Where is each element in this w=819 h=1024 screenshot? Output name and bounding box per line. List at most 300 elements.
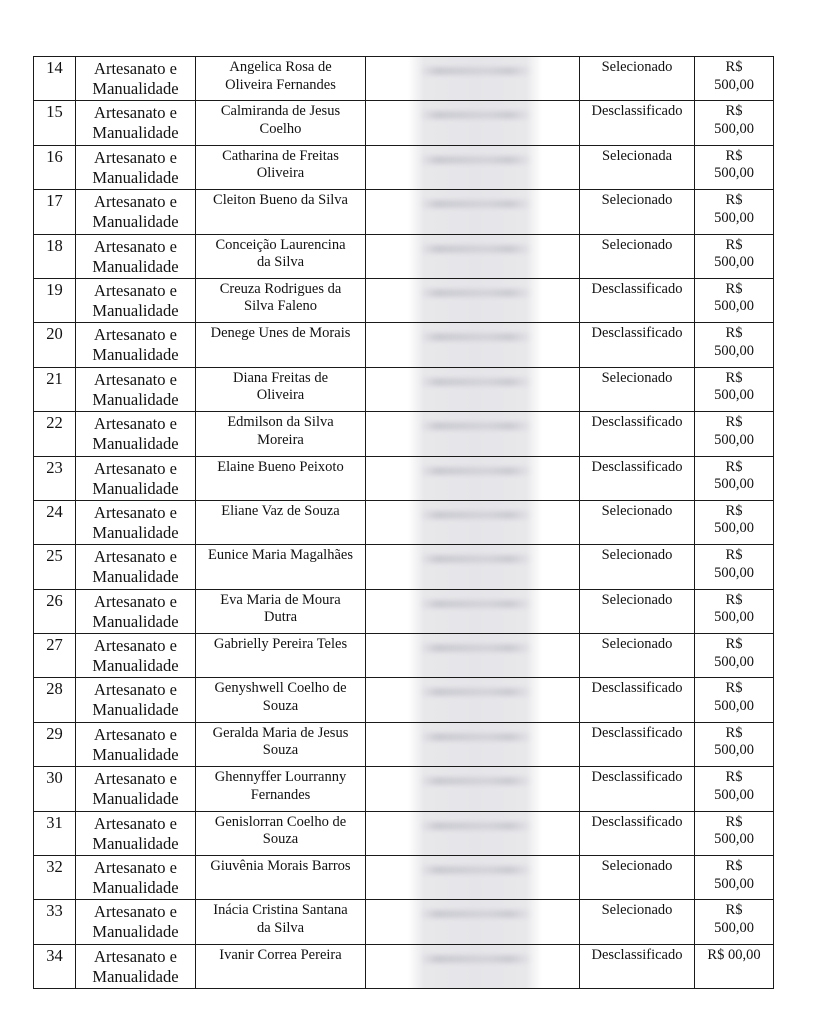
redacted-id-cell (366, 767, 580, 811)
category-line: Artesanato e (94, 724, 177, 744)
applicant-name-line: Angelica Rosa de (229, 59, 332, 75)
status-cell: Selecionado (580, 500, 695, 544)
redacted-id-cell (366, 722, 580, 766)
category-cell (76, 767, 196, 811)
blurred-text (420, 200, 532, 208)
table-row (34, 722, 774, 766)
category-cell (76, 101, 196, 145)
blurred-text (420, 777, 532, 785)
value-cell (695, 767, 774, 811)
value-line: 500,00 (714, 254, 754, 271)
applicant-name-line: Coelho (259, 120, 302, 137)
applicant-name-line: Souza (262, 831, 299, 848)
redaction-blur (408, 57, 542, 100)
value-line: R$ (725, 369, 743, 386)
category-line: Manualidade (92, 656, 179, 676)
applicant-name-cell (196, 811, 366, 855)
row-number: 20 (34, 323, 76, 367)
row-number: 33 (34, 900, 76, 944)
row-number: 17 (34, 190, 76, 234)
status-cell: Selecionado (580, 856, 695, 900)
table-body (34, 57, 774, 989)
category-line: Manualidade (92, 966, 179, 986)
value-line: 500,00 (714, 831, 754, 848)
category-line: Manualidade (92, 345, 179, 365)
value-cell (695, 678, 774, 722)
row-number: 30 (34, 767, 76, 811)
status-cell: Desclassificado (580, 811, 695, 855)
category-line: Artesanato e (94, 147, 177, 167)
redaction-blur (408, 900, 542, 943)
redaction-blur (408, 412, 542, 455)
value-line: 500,00 (714, 476, 754, 493)
blurred-text (420, 955, 532, 963)
blurred-text (420, 289, 532, 297)
status-cell: Desclassificado (580, 722, 695, 766)
value-line: R$ (725, 280, 743, 297)
blurred-text (420, 644, 532, 652)
table-row (34, 278, 774, 322)
applicant-name-line: Gabrielly Pereira Teles (213, 636, 348, 653)
status-cell: Desclassificado (580, 456, 695, 500)
redacted-id-cell (366, 589, 580, 633)
value-cell (695, 944, 774, 988)
selection-results-table (33, 56, 774, 989)
table-row (34, 57, 774, 101)
category-cell (76, 145, 196, 189)
row-number: 15 (34, 101, 76, 145)
applicant-name-line: Oliveira (256, 387, 305, 404)
value-cell (695, 811, 774, 855)
row-number: 16 (34, 145, 76, 189)
redacted-id-cell (366, 323, 580, 367)
applicant-name-line: Inácia Cristina Santana (213, 902, 348, 919)
category-line: Artesanato e (94, 236, 177, 256)
value-line: 500,00 (714, 875, 754, 892)
row-number: 28 (34, 678, 76, 722)
redacted-id-cell (366, 278, 580, 322)
category-cell (76, 589, 196, 633)
value-line: R$ (725, 147, 743, 164)
blurred-text (420, 378, 532, 386)
row-number: 34 (34, 944, 76, 988)
value-line: R$ (725, 902, 743, 919)
category-line: Manualidade (92, 389, 179, 409)
value-line: R$ 00,00 (707, 946, 761, 963)
status-cell: Selecionado (580, 367, 695, 411)
table-row (34, 412, 774, 456)
category-cell (76, 278, 196, 322)
value-line: 500,00 (714, 298, 754, 315)
applicant-name-line: Souza (262, 742, 299, 759)
applicant-name-line: Genyshwell Coelho de (214, 680, 347, 697)
redaction-blur (408, 767, 542, 810)
redaction-blur (408, 723, 542, 766)
row-number: 31 (34, 811, 76, 855)
redaction-blur (408, 101, 542, 144)
value-line: R$ (725, 591, 743, 608)
value-line: R$ (725, 414, 743, 431)
redacted-id-cell (366, 634, 580, 678)
value-line: R$ (725, 325, 743, 342)
applicant-name-line: Denege Unes de Morais (210, 325, 351, 342)
applicant-name-line: Ivanir Correa Pereira (219, 946, 342, 963)
applicant-name-line: Geralda Maria de Jesus (212, 724, 349, 741)
category-line: Artesanato e (94, 636, 177, 656)
value-cell (695, 101, 774, 145)
value-line: 500,00 (714, 76, 754, 93)
value-line: R$ (725, 547, 743, 564)
table-row (34, 500, 774, 544)
redacted-id-cell (366, 367, 580, 411)
value-line: R$ (725, 724, 743, 741)
value-line: 500,00 (714, 165, 754, 182)
value-cell (695, 722, 774, 766)
applicant-name-cell (196, 101, 366, 145)
category-line: Manualidade (92, 567, 179, 587)
applicant-name-line: Eva Maria de Moura (220, 591, 341, 608)
value-cell (695, 412, 774, 456)
applicant-name-line: Creuza Rodrigues da (219, 280, 342, 297)
applicant-name-line: Dutra (263, 609, 297, 626)
category-line: Manualidade (92, 922, 179, 942)
value-line: 500,00 (714, 609, 754, 626)
category-line: Artesanato e (94, 369, 177, 389)
value-cell (695, 856, 774, 900)
applicant-name-line: Edmilson da Silva (227, 414, 334, 431)
table-row (34, 101, 774, 145)
row-number: 19 (34, 278, 76, 322)
row-number: 22 (34, 412, 76, 456)
value-line: R$ (725, 192, 743, 209)
redaction-blur (408, 945, 542, 988)
applicant-name-line: Fernandes (250, 786, 311, 803)
blurred-text (420, 511, 532, 519)
value-cell (695, 190, 774, 234)
status-cell: Desclassificado (580, 412, 695, 456)
applicant-name-cell (196, 856, 366, 900)
table-row (34, 767, 774, 811)
value-line: R$ (725, 59, 743, 75)
category-line: Artesanato e (94, 858, 177, 878)
category-cell (76, 412, 196, 456)
blurred-text (420, 422, 532, 430)
category-line: Manualidade (92, 434, 179, 454)
status-cell: Desclassificado (580, 323, 695, 367)
status-cell: Selecionado (580, 900, 695, 944)
redaction-blur (408, 678, 542, 721)
blurred-text (420, 111, 532, 119)
redaction-blur (408, 856, 542, 899)
category-line: Artesanato e (94, 680, 177, 700)
applicant-name-cell (196, 545, 366, 589)
redaction-blur (408, 368, 542, 411)
applicant-name-cell (196, 234, 366, 278)
redaction-blur (408, 634, 542, 677)
category-line: Artesanato e (94, 502, 177, 522)
value-cell (695, 634, 774, 678)
applicant-name-line: da Silva (256, 919, 305, 936)
category-line: Manualidade (92, 123, 179, 143)
applicant-name-cell (196, 500, 366, 544)
applicant-name-cell (196, 767, 366, 811)
category-line: Artesanato e (94, 591, 177, 611)
applicant-name-line: Silva Faleno (244, 298, 317, 315)
blurred-text (420, 688, 532, 696)
applicant-name-line: Genislorran Coelho de (214, 813, 347, 830)
table-row (34, 944, 774, 988)
category-cell (76, 811, 196, 855)
category-cell (76, 323, 196, 367)
applicant-name-line: Oliveira Fernandes (225, 76, 336, 93)
table-row (34, 589, 774, 633)
category-line: Manualidade (92, 167, 179, 187)
table-row (34, 367, 774, 411)
category-line: Manualidade (92, 522, 179, 542)
status-cell: Selecionado (580, 190, 695, 234)
category-line: Artesanato e (94, 769, 177, 789)
applicant-name-line: Moreira (257, 431, 304, 448)
row-number: 32 (34, 856, 76, 900)
value-cell (695, 323, 774, 367)
status-cell: Selecionado (580, 545, 695, 589)
blurred-text (420, 156, 532, 164)
row-number: 29 (34, 722, 76, 766)
row-number: 24 (34, 500, 76, 544)
applicant-name-cell (196, 900, 366, 944)
status-cell: Desclassificado (580, 101, 695, 145)
applicant-name-line: Souza (262, 697, 299, 714)
value-line: 500,00 (714, 387, 754, 404)
value-cell (695, 456, 774, 500)
value-line: 500,00 (714, 209, 754, 226)
redacted-id-cell (366, 57, 580, 101)
table-row (34, 323, 774, 367)
value-cell (695, 57, 774, 101)
status-cell: Selecionado (580, 634, 695, 678)
status-cell: Desclassificado (580, 278, 695, 322)
row-number: 14 (34, 57, 76, 101)
value-line: 500,00 (714, 919, 754, 936)
table-row (34, 145, 774, 189)
category-cell (76, 856, 196, 900)
redaction-blur (408, 279, 542, 322)
redacted-id-cell (366, 900, 580, 944)
category-cell (76, 367, 196, 411)
applicant-name-line: Elaine Bueno Peixoto (217, 458, 344, 475)
row-number: 23 (34, 456, 76, 500)
blurred-text (420, 467, 532, 475)
category-line: Manualidade (92, 833, 179, 853)
category-cell (76, 456, 196, 500)
applicant-name-line: da Silva (256, 254, 305, 271)
value-line: 500,00 (714, 431, 754, 448)
table-row (34, 456, 774, 500)
blurred-text (420, 600, 532, 608)
applicant-name-line: Eliane Vaz de Souza (221, 502, 340, 519)
applicant-name-line: Cleiton Bueno da Silva (213, 192, 348, 209)
category-cell (76, 900, 196, 944)
table-row (34, 811, 774, 855)
blurred-text (420, 67, 532, 75)
applicant-name-cell (196, 367, 366, 411)
applicant-name-cell (196, 323, 366, 367)
blurred-text (420, 245, 532, 253)
redacted-id-cell (366, 145, 580, 189)
category-cell (76, 500, 196, 544)
redaction-blur (408, 235, 542, 278)
redaction-blur (408, 590, 542, 633)
table-row (34, 190, 774, 234)
row-number: 26 (34, 589, 76, 633)
value-line: 500,00 (714, 520, 754, 537)
value-line: R$ (725, 636, 743, 653)
applicant-name-cell (196, 589, 366, 633)
value-cell (695, 234, 774, 278)
category-line: Manualidade (92, 878, 179, 898)
applicant-name-cell (196, 145, 366, 189)
value-line: R$ (725, 236, 743, 253)
applicant-name-line: Conceição Laurencina (215, 236, 346, 253)
category-line: Artesanato e (94, 103, 177, 123)
redaction-blur (408, 501, 542, 544)
value-cell (695, 278, 774, 322)
applicant-name-cell (196, 678, 366, 722)
applicant-name-cell (196, 944, 366, 988)
status-cell: Selecionado (580, 234, 695, 278)
applicant-name-line: Eunice Maria Magalhães (208, 547, 353, 564)
category-line: Manualidade (92, 611, 179, 631)
blurred-text (420, 555, 532, 563)
value-cell (695, 367, 774, 411)
row-number: 25 (34, 545, 76, 589)
value-line: R$ (725, 458, 743, 475)
redacted-id-cell (366, 500, 580, 544)
value-cell (695, 545, 774, 589)
blurred-text (420, 866, 532, 874)
category-line: Manualidade (92, 789, 179, 809)
row-number: 21 (34, 367, 76, 411)
value-line: 500,00 (714, 786, 754, 803)
category-cell (76, 634, 196, 678)
category-line: Artesanato e (94, 902, 177, 922)
redacted-id-cell (366, 101, 580, 145)
applicant-name-cell (196, 634, 366, 678)
value-line: 500,00 (714, 742, 754, 759)
value-line: R$ (725, 813, 743, 830)
status-cell: Desclassificado (580, 767, 695, 811)
value-line: R$ (725, 858, 743, 875)
category-line: Manualidade (92, 256, 179, 276)
category-cell (76, 722, 196, 766)
category-line: Manualidade (92, 744, 179, 764)
value-cell (695, 900, 774, 944)
value-line: 500,00 (714, 342, 754, 359)
applicant-name-cell (196, 278, 366, 322)
redaction-blur (408, 457, 542, 500)
category-line: Artesanato e (94, 325, 177, 345)
category-cell (76, 190, 196, 234)
category-cell (76, 545, 196, 589)
applicant-name-cell (196, 722, 366, 766)
applicant-name-line: Giuvênia Morais Barros (210, 858, 351, 875)
value-cell (695, 500, 774, 544)
value-line: 500,00 (714, 653, 754, 670)
category-cell (76, 57, 196, 101)
value-line: 500,00 (714, 564, 754, 581)
blurred-text (420, 822, 532, 830)
row-number: 18 (34, 234, 76, 278)
applicant-name-line: Ghennyffer Lourranny (214, 769, 347, 786)
redacted-id-cell (366, 811, 580, 855)
redaction-blur (408, 545, 542, 588)
table-row (34, 545, 774, 589)
applicant-name-cell (196, 412, 366, 456)
redacted-id-cell (366, 190, 580, 234)
category-line: Artesanato e (94, 946, 177, 966)
status-cell: Selecionado (580, 589, 695, 633)
applicant-name-cell (196, 190, 366, 234)
redaction-blur (408, 323, 542, 366)
status-cell: Desclassificado (580, 678, 695, 722)
category-line: Artesanato e (94, 813, 177, 833)
redacted-id-cell (366, 856, 580, 900)
applicant-name-cell (196, 456, 366, 500)
redacted-id-cell (366, 545, 580, 589)
redaction-blur (408, 146, 542, 189)
blurred-text (420, 910, 532, 918)
value-cell (695, 589, 774, 633)
category-line: Artesanato e (94, 192, 177, 212)
status-cell: Desclassificado (580, 944, 695, 988)
status-cell: Selecionada (580, 145, 695, 189)
redacted-id-cell (366, 678, 580, 722)
applicant-name-line: Oliveira (256, 165, 305, 182)
category-line: Artesanato e (94, 458, 177, 478)
blurred-text (420, 733, 532, 741)
category-line: Artesanato e (94, 59, 177, 78)
category-cell (76, 678, 196, 722)
redacted-id-cell (366, 412, 580, 456)
redacted-id-cell (366, 944, 580, 988)
value-line: R$ (725, 769, 743, 786)
table-row (34, 234, 774, 278)
applicant-name-line: Calmiranda de Jesus (220, 103, 341, 120)
category-line: Artesanato e (94, 414, 177, 434)
applicant-name-cell (196, 57, 366, 101)
category-line: Manualidade (92, 212, 179, 232)
row-number: 27 (34, 634, 76, 678)
status-cell: Selecionado (580, 57, 695, 101)
category-line: Manualidade (92, 478, 179, 498)
category-line: Manualidade (92, 79, 179, 98)
redaction-blur (408, 812, 542, 855)
category-line: Manualidade (92, 300, 179, 320)
table-row (34, 634, 774, 678)
value-line: 500,00 (714, 120, 754, 137)
category-line: Artesanato e (94, 280, 177, 300)
blurred-text (420, 333, 532, 341)
category-line: Artesanato e (94, 547, 177, 567)
applicant-name-line: Catharina de Freitas (222, 147, 339, 164)
value-line: R$ (725, 103, 743, 120)
category-cell (76, 234, 196, 278)
value-line: R$ (725, 680, 743, 697)
table-row (34, 678, 774, 722)
value-cell (695, 145, 774, 189)
category-cell (76, 944, 196, 988)
applicant-name-line: Diana Freitas de (232, 369, 329, 386)
